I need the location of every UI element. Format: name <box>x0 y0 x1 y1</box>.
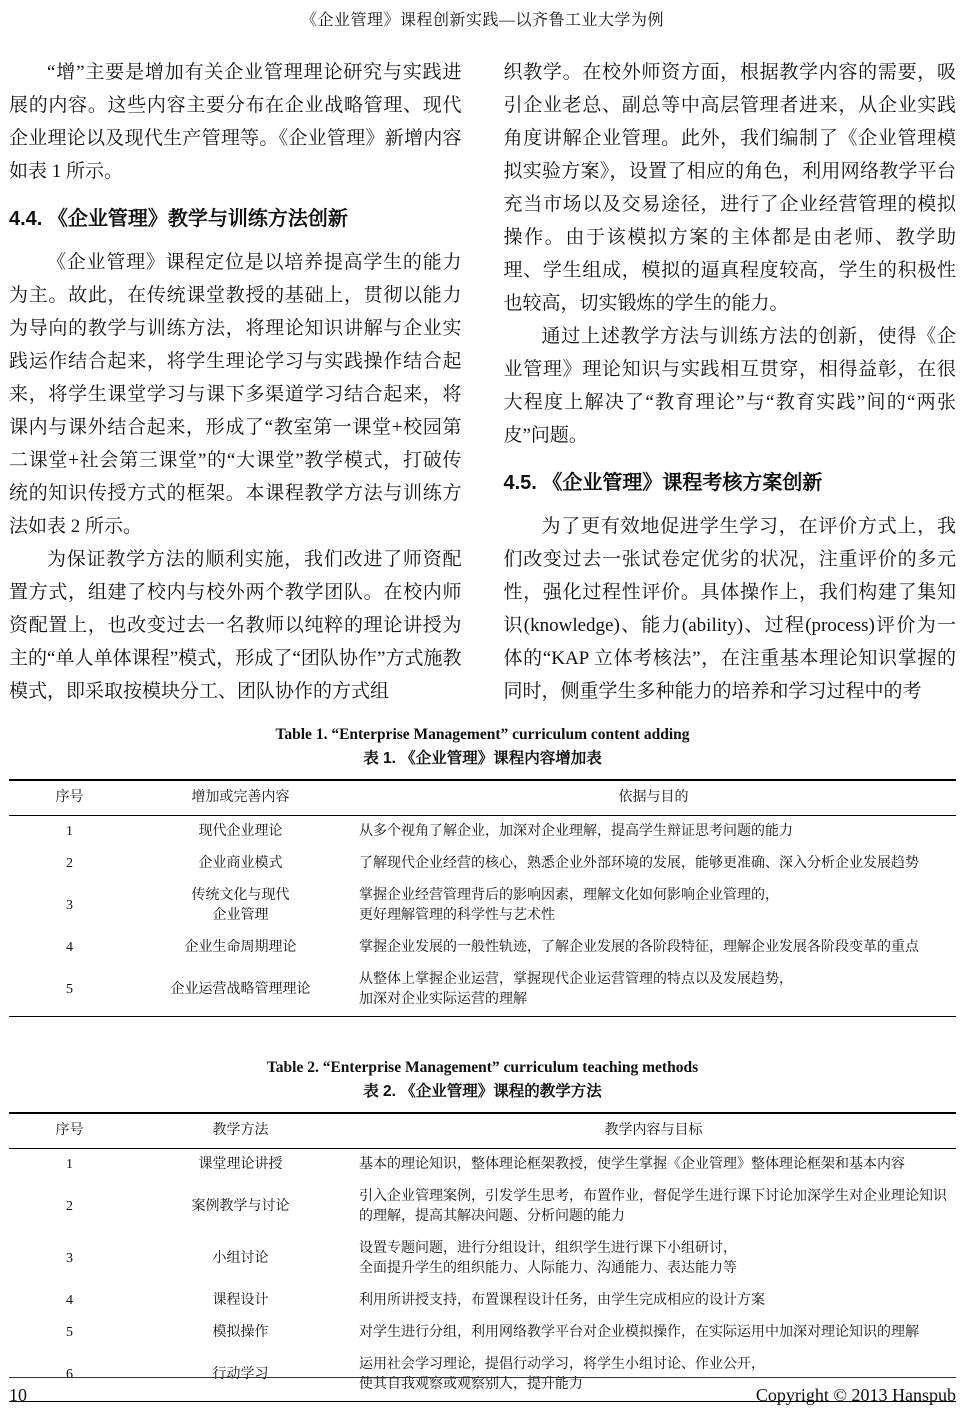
table-row <box>9 1181 956 1233</box>
paragraph-assessment: 为了更有效地促进学生学习，在评价方式上，我们改变过去一张试卷定优劣的状况，注重评价的多元性，强化过程性评价。具体操作上，我们构建了集知识(knowledge)、能力(ability)、过程(process)评价为一体的“KAP 立体考核法”，在注重基本理论知识掌握的同时，侧重学生多种能力的培养和学习过程中的考 <box>503 516 956 702</box>
table1-section <box>9 724 956 1017</box>
paragraph-faculty-setup: 为保证教学方法的顺利实施，我们改进了师资配置方式，组建了校内与校外两个教学团队。在校内师资配置上，也改变过去一名教师以纯粹的理论讲授为主的“单人单体课程”模式，形成了“团队协作”方式施教模式，即采取按模块分工、团队协作的方式组 <box>9 549 462 702</box>
row-number: 2 <box>66 856 73 871</box>
table-row <box>9 1317 956 1349</box>
section-heading-4-4: 4.4. 《企业管理》教学与训练方法创新 <box>9 208 348 230</box>
row-number: 2 <box>66 1199 73 1214</box>
row-number: 1 <box>66 824 73 839</box>
table-content-adding <box>9 779 956 1017</box>
copyright-notice: Copyright © 2013 Hanspub <box>755 1385 956 1405</box>
content-cell: 企业生命周期理论 <box>184 940 297 955</box>
table2-section <box>9 1057 956 1402</box>
method-cell: 案例教学与讨论 <box>191 1199 290 1214</box>
paragraph-teaching-methods: 《企业管理》课程定位是以培养提高学生的能力为主。故此，在传统课堂教授的基础上，贯彻以能力为导向的教学与训练方法，将理论知识讲解与企业实践运作结合起来，将学生理论学习与实践操作结合起来，将学生课堂学习与课下多渠道学习结合起来，将课内与课外结合起来，形成了“教室第一课堂+校园第二课堂+社会第三课堂”的“大课堂”教学模式，打破传统的知识传授方式的框架。本课程教学方法与训练方法如表 2 所示。 <box>9 252 462 537</box>
purpose-cell: 掌握企业发展的一般性轨迹，了解企业发展的各阶段特征，理解企业发展各阶段变革的重点 <box>359 940 919 955</box>
row-number: 4 <box>66 940 73 955</box>
table1-header-content: 增加或完善内容 <box>130 780 351 816</box>
table-row <box>9 932 956 964</box>
table-row <box>9 964 956 1017</box>
table2-header-goal: 教学内容与目标 <box>351 1113 956 1149</box>
content-cell: 企业商业模式 <box>198 856 283 871</box>
section-heading-4-5: 4.5. 《企业管理》课程考核方案创新 <box>503 472 823 494</box>
row-number: 3 <box>66 1251 73 1266</box>
table1-header-purpose: 依据与目的 <box>351 780 956 816</box>
table2-caption-chinese: 表 2. 《企业管理》课程的教学方法 <box>363 1083 602 1100</box>
page-footer <box>9 1377 956 1406</box>
table1-header-row <box>9 780 956 816</box>
purpose-cell: 了解现代企业经营的核心，熟悉企业外部环境的发展，能够更准确、深入分析企业发展趋势 <box>359 856 919 871</box>
purpose-cell: 掌握企业经营管理背后的影响因素，理解文化如何影响企业管理的， 更好理解管理的科学性与艺术性 <box>359 888 779 923</box>
method-cell: 课程设计 <box>212 1293 269 1308</box>
content-cell: 现代企业理论 <box>198 824 283 839</box>
purpose-cell: 从整体上掌握企业运营，掌握现代企业运营管理的特点以及发展趋势， 加深对企业实际运营的理解 <box>359 972 793 1007</box>
table2-header-num: 序号 <box>9 1113 130 1149</box>
table2-header-row <box>9 1113 956 1149</box>
goal-cell: 利用所讲授支持，布置课程设计任务，由学生完成相应的设计方案 <box>359 1293 765 1308</box>
row-number: 3 <box>66 898 73 913</box>
content-cell: 企业运营战略管理理论 <box>170 982 311 997</box>
table-row <box>9 1285 956 1317</box>
content-cell: 传统文化与现代 企业管理 <box>191 888 290 923</box>
goal-cell: 基本的理论知识，整体理论框架教授，使学生掌握《企业管理》整体理论框架和基本内容 <box>359 1157 905 1172</box>
method-cell: 课堂理论讲授 <box>198 1157 283 1172</box>
row-number: 1 <box>66 1157 73 1172</box>
goal-cell: 设置专题问题，进行分组设计，组织学生进行课下小组研讨， 全面提升学生的组织能力、人际能力、沟通能力、表达能力等 <box>359 1241 737 1276</box>
running-title: 《企业管理》课程创新实践—以齐鲁工业大学为例 <box>300 12 664 29</box>
table2-header-method: 教学方法 <box>130 1113 351 1149</box>
row-number: 5 <box>66 982 73 997</box>
table-row <box>9 1149 956 1182</box>
purpose-cell: 从多个视角了解企业，加深对企业理解，提高学生辩证思考问题的能力 <box>359 824 793 839</box>
table-teaching-methods <box>9 1112 956 1402</box>
row-number: 5 <box>66 1325 73 1340</box>
page-number: 10 <box>9 1385 27 1405</box>
paragraph-summary: 通过上述教学方法与训练方法的创新，使得《企业管理》理论知识与实践相互贯穿，相得益彰，在很大程度上解决了“教育理论”与“教育实践”间的“两张皮”问题。 <box>503 326 956 446</box>
row-number: 6 <box>66 1367 73 1382</box>
method-cell: 小组讨论 <box>212 1251 269 1266</box>
table-row <box>9 1233 956 1285</box>
table2-caption-english: Table 2. “Enterprise Management” curriculum teaching methods <box>266 1059 699 1076</box>
right-column <box>504 56 957 708</box>
table1-header-num: 序号 <box>9 780 130 816</box>
table-row <box>9 816 956 849</box>
tables-gap <box>9 1017 956 1041</box>
method-cell: 行动学习 <box>212 1367 269 1382</box>
goal-cell: 运用社会学习理论，提倡行动学习，将学生小组讨论、作业公开， 使其自我观察或观察别人，提升能力 <box>359 1357 765 1392</box>
goal-cell: 对学生进行分组，利用网络教学平台对企业模拟操作，在实际运用中加深对理论知识的理解 <box>359 1325 919 1340</box>
paragraph-content-adding: “增”主要是增加有关企业管理理论研究与实践进展的内容。这些内容主要分布在企业战略管理、现代企业理论以及现代生产管理等。《企业管理》新增内容如表 1 所示。 <box>9 62 462 182</box>
table1-caption-english: Table 1. “Enterprise Management” curriculum content adding <box>275 726 690 743</box>
method-cell: 模拟操作 <box>212 1325 269 1340</box>
row-number: 4 <box>66 1293 73 1308</box>
left-column <box>9 56 462 708</box>
table-row <box>9 880 956 932</box>
goal-cell: 引入企业管理案例，引发学生思考，布置作业，督促学生进行课下讨论加深学生对企业理论知识的理解，提高其解决问题、分析问题的能力 <box>359 1189 947 1224</box>
table-row <box>9 848 956 880</box>
table1-caption-chinese: 表 1. 《企业管理》课程内容增加表 <box>363 750 602 767</box>
two-column-body <box>9 56 956 708</box>
paragraph-faculty-continued: 织教学。在校外师资方面，根据教学内容的需要，吸引企业老总、副总等中高层管理者进来，从企业实践角度讲解企业管理。此外，我们编制了《企业管理模拟实验方案》，设置了相应的角色，利用网络教学平台充当市场以及交易途径，进行了企业经营管理的模拟操作。由于该模拟方案的主体都是由老师、教学助理、学生组成，模拟的逼真程度较高，学生的积极性也较高，切实锻炼的学生的能力。 <box>503 62 956 314</box>
